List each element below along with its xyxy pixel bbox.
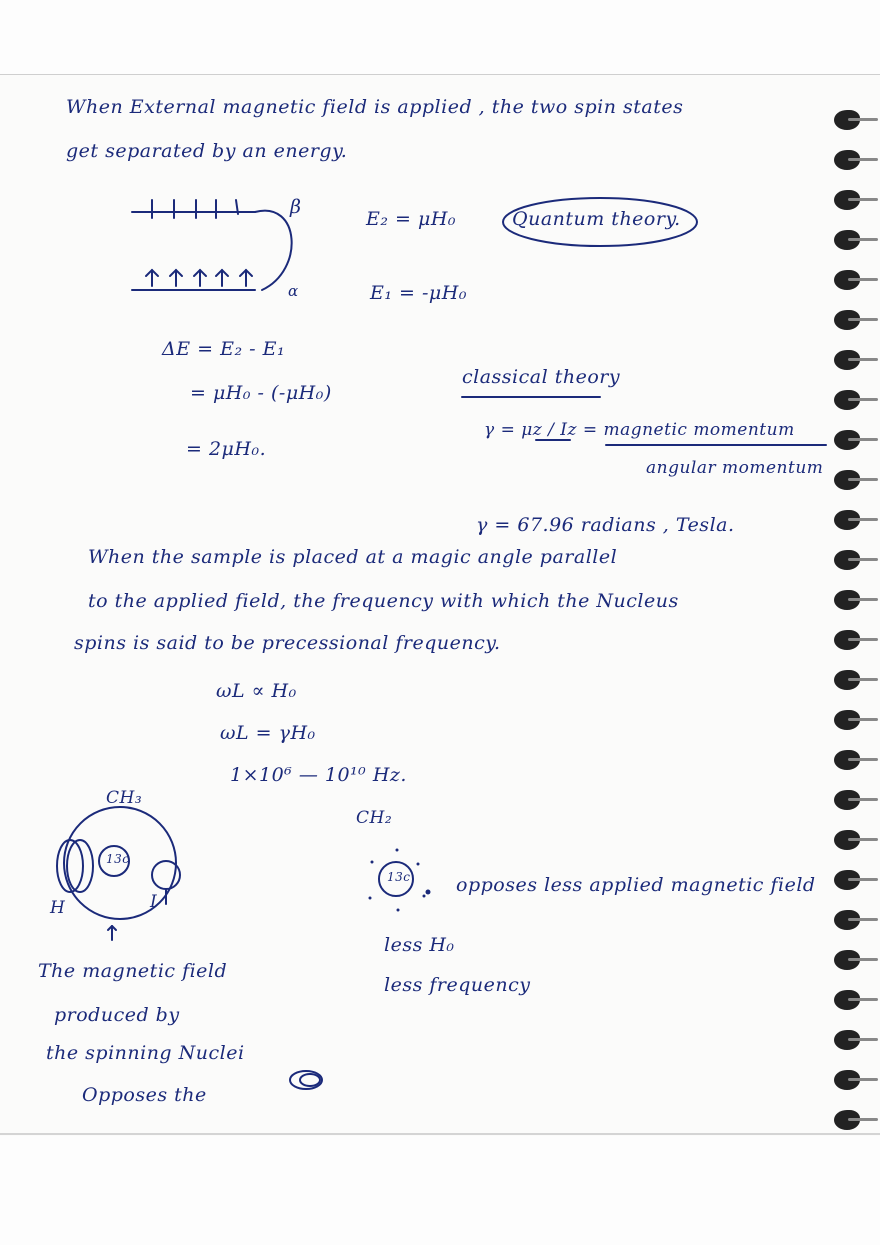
spiral-ring [834,310,878,332]
quantum-theory-label: Quantum theory. [512,208,681,230]
spiral-ring [834,110,878,132]
spiral-ring [834,790,878,812]
angular-momentum-label: angular momentum [646,458,824,478]
ch2-label: CH₂ [356,808,393,828]
spiral-ring [834,1070,878,1092]
spiral-ring [834,150,878,172]
alpha-label: α [288,282,299,300]
c13-right-label: 13c [387,870,411,884]
spiral-ring [834,710,878,732]
gamma-value: γ = 67.96 radians , Tesla. [476,514,735,536]
para2-line2: to the applied field, the frequency with which the Nucleus [88,590,679,612]
para3-line2: produced by [54,1004,180,1026]
spiral-ring [834,470,878,492]
spiral-ring [834,670,878,692]
frequency-range: 1×10⁶ — 10¹⁰ Hz. [230,764,407,786]
spiral-ring [834,1110,878,1132]
para3-line1: The magnetic field [38,960,228,982]
h-label: H [50,898,66,918]
spiral-ring [834,190,878,212]
spiral-ring [834,430,878,452]
para1-line2: get separated by an energy. [66,140,348,162]
spiral-binding [820,100,880,1140]
spiral-ring [834,870,878,892]
ch3-label: CH₃ [106,788,143,808]
alpha-spin-arrows [146,270,252,286]
less-h0-label: less H₀ [384,934,455,956]
spiral-ring [834,630,878,652]
spiral-ring [834,270,878,292]
para3-line4: Opposes the [82,1084,207,1106]
beta-spin-arrows [146,200,238,218]
spiral-ring [834,750,878,772]
e1-equation: E₁ = -μH₀ [370,282,467,304]
spiral-ring [834,990,878,1012]
spiral-ring [834,950,878,972]
spiral-ring [834,910,878,932]
gamma-equation: γ = μz / Iz = magnetic momentum [484,420,795,440]
spiral-ring [834,550,878,572]
c13-left-label: 13c [106,852,130,866]
spiral-ring [834,1030,878,1052]
para3-line3: the spinning Nuclei [46,1042,245,1064]
spiral-ring [834,590,878,612]
spiral-ring [834,830,878,852]
delta-e-equation: ΔE = E₂ - E₁ [162,338,286,360]
delta-e-step3: = 2μH₀. [186,438,267,460]
spiral-ring [834,510,878,532]
i-label: I [150,892,158,912]
para1-line1: When External magnetic field is applied , the two spin states [66,96,684,118]
spiral-ring [834,350,878,372]
spiral-ring [834,390,878,412]
para2-line3: spins is said to be precessional frequency. [74,632,501,654]
classical-theory-label: classical theory [462,366,621,388]
beta-label: β [290,196,302,218]
spiral-ring [834,230,878,252]
e2-equation: E₂ = μH₀ [366,208,457,230]
delta-e-step2: = μH₀ - (-μH₀) [190,382,332,404]
omega-proportional: ωL ∝ H₀ [216,680,297,702]
less-frequency-label: less frequency [384,974,531,996]
omega-equation: ωL = γH₀ [220,722,316,744]
transition-curve [255,211,292,290]
opposes-text: opposes less applied magnetic field [456,874,816,896]
para2-line1: When the sample is placed at a magic angle parallel [88,546,618,568]
